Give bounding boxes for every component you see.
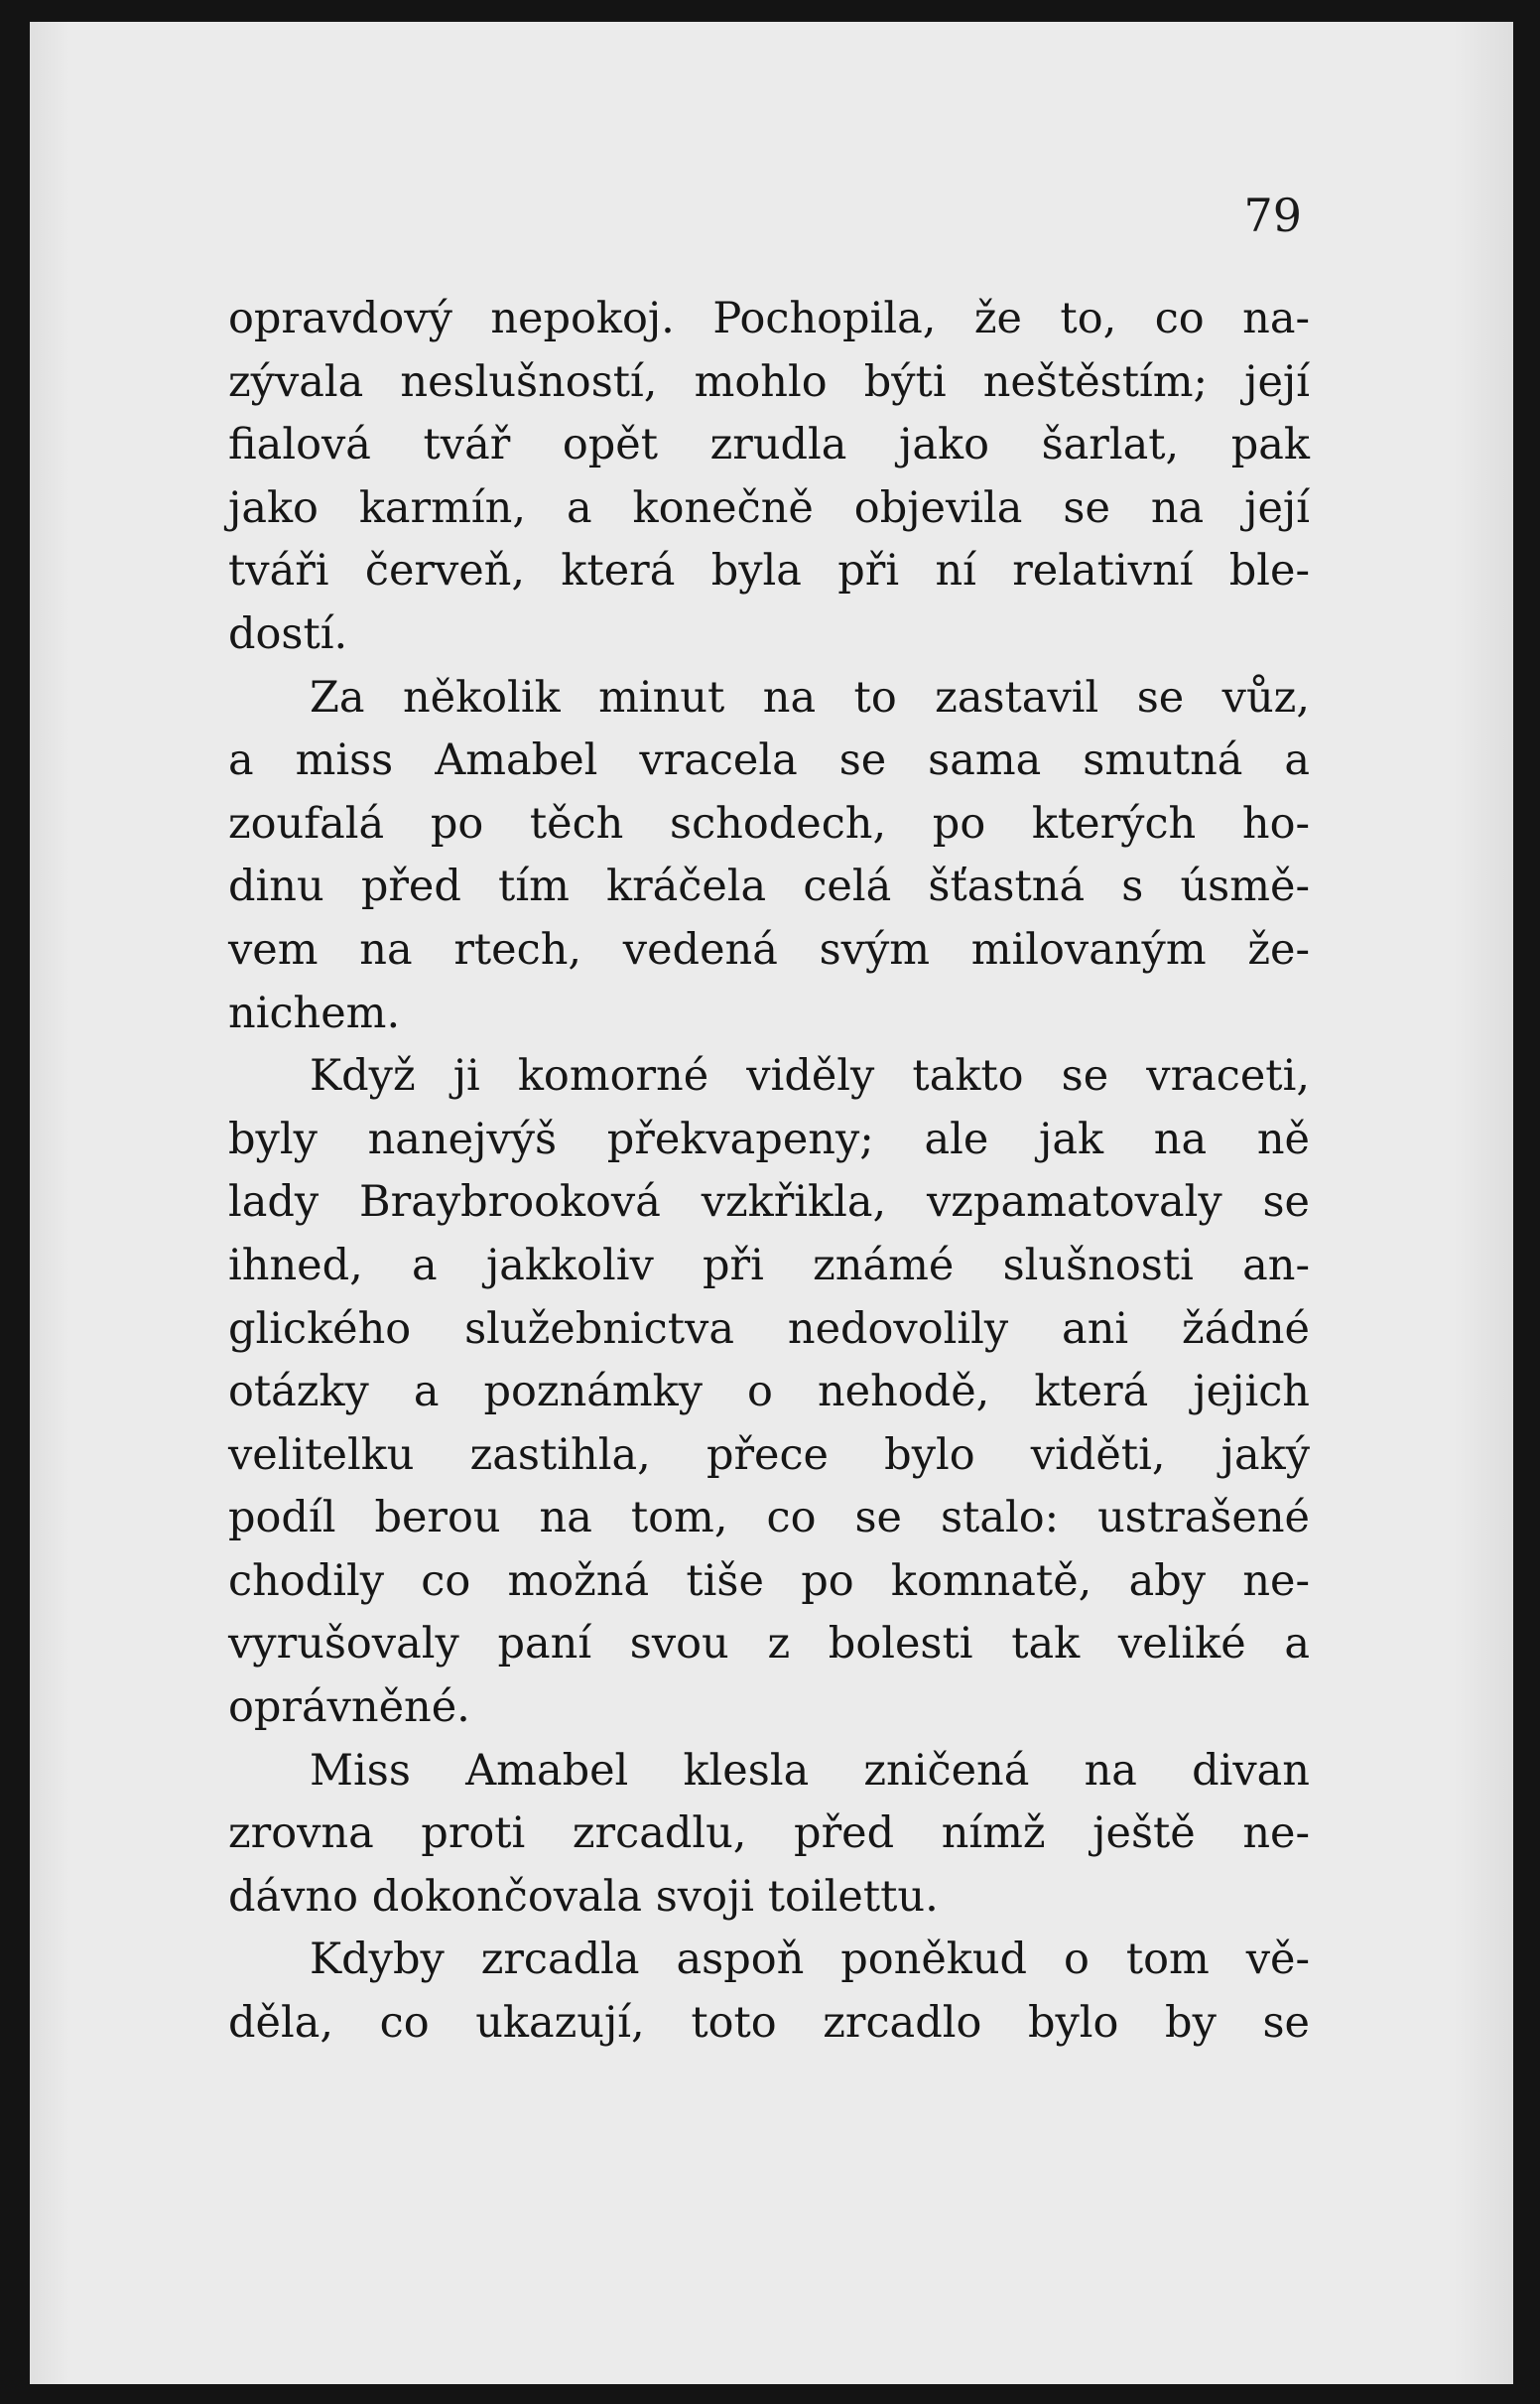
text-line: děla, co ukazují, toto zrcadlo bylo by se <box>228 1998 1310 2049</box>
text-line: Za několik minut na to zastavil se vůz, <box>310 672 1310 723</box>
text-line: lady Braybrooková vzkřikla, vzpamatovaly se <box>228 1177 1310 1228</box>
page-number: 79 <box>1243 189 1302 242</box>
text-line: vyrušovaly paní svou z bolesti tak veliké a <box>228 1619 1310 1669</box>
text-line: zrovna proti zrcadlu, před nímž ještě ne- <box>228 1808 1310 1859</box>
text-line: vem na rtech, vedená svým milovaným že- <box>228 924 1310 975</box>
text-line: a miss Amabel vracela se sama smutná a <box>228 735 1310 786</box>
body-text <box>228 288 1310 2056</box>
text-line: podíl berou na tom, co se stalo: ustrašené <box>228 1493 1310 1543</box>
text-line: ihned, a jakkoliv při známé slušnosti an- <box>228 1240 1310 1290</box>
text-line: Miss Amabel klesla zničená na divan <box>310 1745 1310 1796</box>
text-line: Když ji komorné viděly takto se vraceti, <box>310 1051 1310 1102</box>
text-line: nichem. <box>228 988 401 1038</box>
text-line: opravdový nepokoj. Pochopila, že to, co na- <box>228 294 1310 343</box>
text-line: velitelku zastihla, přece bylo viděti, jaký <box>228 1429 1310 1480</box>
text-line: zoufalá po těch schodech, po kterých ho- <box>228 798 1310 849</box>
text-line: byly nanejvýš překvapeny; ale jak na ně <box>228 1114 1310 1164</box>
text-line: dinu před tím kráčela celá šťastná s úsmě- <box>228 862 1310 912</box>
text-line: jako karmín, a konečně objevila se na její <box>228 482 1310 533</box>
book-page <box>30 22 1513 2384</box>
text-line: dávno dokončovala svoji toilettu. <box>228 1871 939 1922</box>
text-line: Kdyby zrcadla aspoň poněkud o tom vě- <box>310 1935 1310 1985</box>
text-line: oprávněné. <box>228 1682 470 1733</box>
text-line: dostí. <box>228 608 348 659</box>
text-line: fialová tvář opět zrudla jako šarlat, pak <box>228 420 1310 470</box>
text-line: chodily co možná tiše po komnatě, aby ne- <box>228 1555 1310 1606</box>
text-line: glického služebnictva nedovolily ani žádné <box>228 1303 1310 1354</box>
text-line: otázky a poznámky o nehodě, která jejich <box>228 1367 1310 1417</box>
text-line: tváři červeň, která byla při ní relativní ble- <box>228 546 1310 597</box>
text-line: zývala neslušností, mohlo býti neštěstím; její <box>228 356 1310 407</box>
